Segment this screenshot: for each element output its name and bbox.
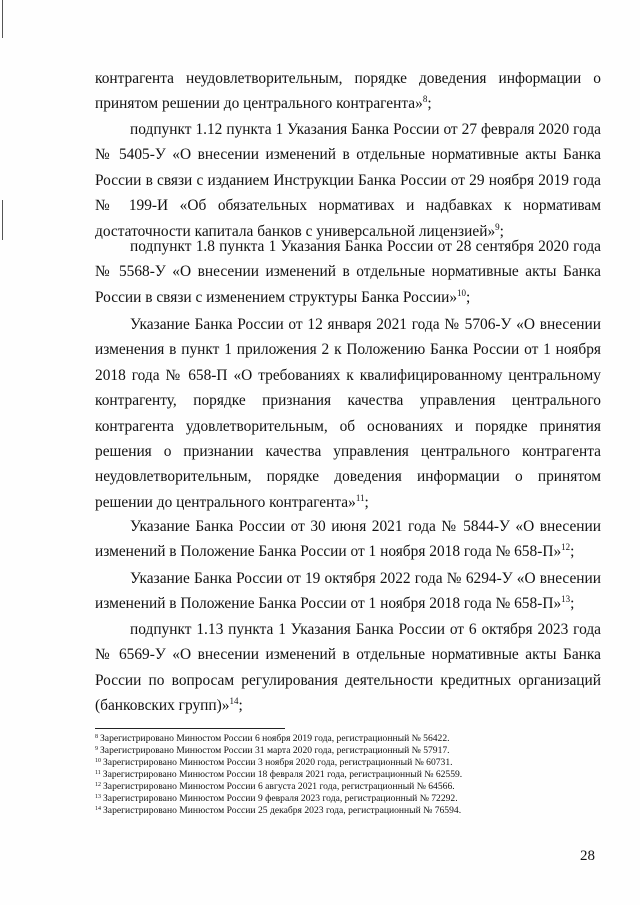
footnote-10: $^{10}$ Зарегистрировано Минюстом России 3 ноября 2020 года, регистрационный № 60731.	[95, 757, 453, 768]
paragraph-1: контрагента неудовлетворительным, порядке доведения информации о принятом решении до центрального контрагента»$^8$;	[95, 70, 601, 113]
paragraph-6: Указание Банка России от 19 октября 2022 года № 6294-У «О внесении изменений в Положение Банка России от 1 ноября 2018 года № 658-П»$^{13}$;	[95, 570, 601, 613]
paragraph-4: Указание Банка России от 12 января 2021 года № 5706-У «О внесении изменения в пункт 1 приложения 2 к Положению Банка России от 1 ноября 2018 года № 658-П «О требованиях к квалифицированному центральному контрагенту, порядке признания качества управления центрального контрагента удовлетворительным, об основаниях и порядке принятия решения о признании качества управления центрального контрагента неудовлетворительным, порядке доведения информации о принятом решении до центрального контрагента»$^{11}$;	[95, 316, 601, 511]
footnote-13: $^{13}$ Зарегистрировано Минюстом России 9 февраля 2023 года, регистрационный № 72292.	[95, 793, 458, 804]
footnote-9: $^9$ Зарегистрировано Минюстом России 31 марта 2020 года, регистрационный № 57917.	[95, 745, 450, 756]
paragraph-3: подпункт 1.8 пункта 1 Указания Банка России от 28 сентября 2020 года № 5568-У «О внесении изменений в отдельные нормативные акты Банка России в связи с изменением структуры Банка России»$^{10}$;	[95, 238, 601, 306]
footnote-12: $^{12}$ Зарегистрировано Минюстом России 6 августа 2021 года, регистрационный № 64566.	[95, 781, 455, 792]
scan-margin-mark	[2, 200, 3, 240]
footnote-14: $^{14}$ Зарегистрировано Минюстом России 25 декабря 2023 года, регистрационный № 76594.	[95, 805, 462, 816]
page-number: 28	[580, 848, 595, 864]
scan-margin-mark	[2, 0, 3, 38]
footnote-8: $^8$ Зарегистрировано Минюстом России 6 ноября 2019 года, регистрационный № 56422.	[95, 733, 450, 744]
paragraph-5: Указание Банка России от 30 июня 2021 года № 5844-У «О внесении изменений в Положение Банка России от 1 ноября 2018 года № 658-П»$^{12}$;	[95, 518, 601, 561]
paragraph-2: подпункт 1.12 пункта 1 Указания Банка России от 27 февраля 2020 года № 5405-У «О внесении изменений в отдельные нормативные акты Банка России в связи с изданием Инструкции Банка России от 29 ноября 2019 года № 199-И «Об обязательных нормативах и надбавках к нормативам достаточности капитала банков с универсальной лицензией»$^9$;	[95, 121, 601, 240]
footnote-separator	[95, 728, 285, 729]
paragraph-7: подпункт 1.13 пункта 1 Указания Банка России от 6 октября 2023 года № 6569-У «О внесении изменений в отдельные нормативные акты Банка России по вопросам регулирования деятельности кредитных организаций (банковских групп)»$^{14}$;	[95, 621, 601, 715]
footnote-11: $^{11}$ Зарегистрировано Минюстом России 18 февраля 2021 года, регистрационный № 62559.	[95, 769, 463, 780]
